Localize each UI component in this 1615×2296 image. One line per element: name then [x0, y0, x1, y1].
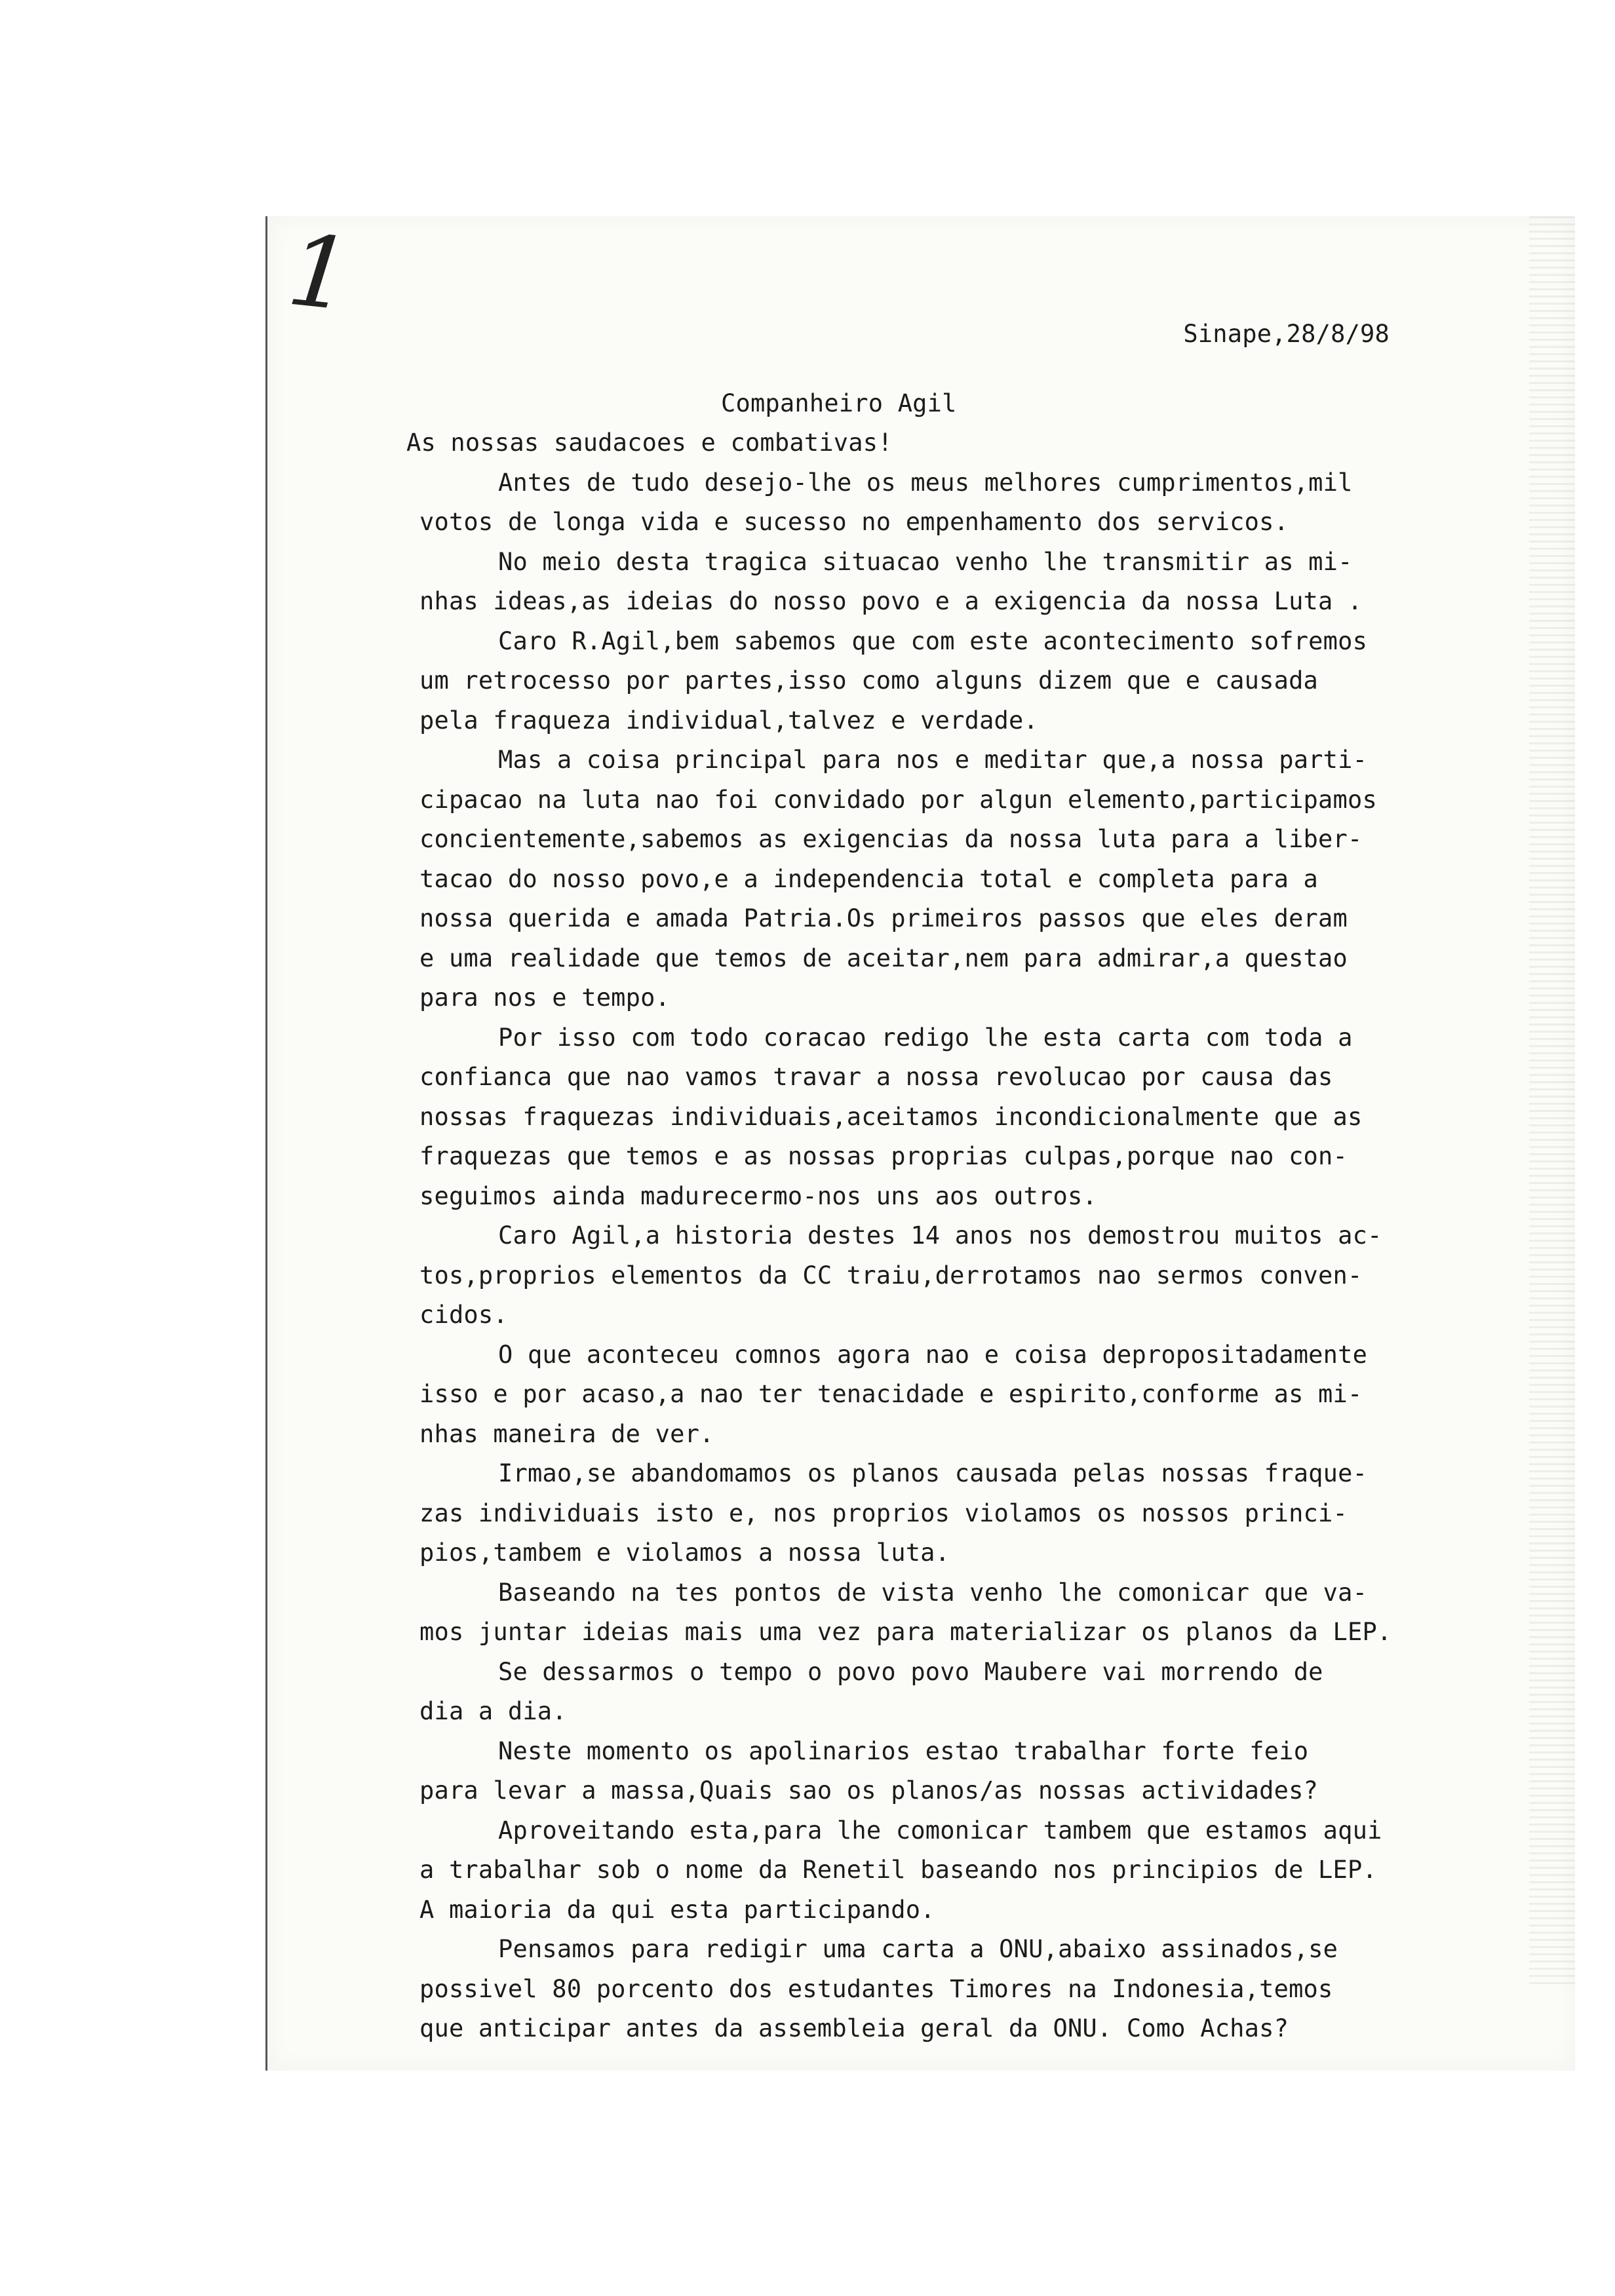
text-line: possivel 80 porcento dos estudantes Timores na Indonesia,temos — [419, 1974, 1333, 2003]
text-line: Aproveitando esta,para lhe comonicar tambem que estamos aqui — [498, 1816, 1382, 1845]
letter-paragraph — [419, 1653, 1442, 1732]
text-line: Neste momento os apolinarios estao trabalhar forte feio — [498, 1736, 1309, 1765]
text-line: votos de longa vida e sucesso no empenhamento dos servicos. — [419, 508, 1289, 536]
text-line: Caro Agil,a historia destes 14 anos nos demostrou muitos ac- — [498, 1221, 1382, 1250]
letter-date: Sinape,28/8/98 — [1183, 320, 1390, 348]
text-line: confianca que nao vamos travar a nossa revolucao por causa das — [419, 1063, 1333, 1091]
letter-paragraph — [419, 1216, 1442, 1335]
text-line: A maioria da qui esta participando. — [419, 1895, 935, 1924]
text-line: nhas maneira de ver. — [419, 1419, 714, 1448]
text-line: pios,tambem e violamos a nossa luta. — [419, 1539, 950, 1567]
text-line: fraquezas que temos e as nossas proprias culpas,porque nao con- — [419, 1142, 1348, 1170]
text-line: nossas fraquezas individuais,aceitamos incondicionalmente que as — [419, 1102, 1363, 1131]
scan-noise-edge — [1529, 216, 1575, 1985]
text-line: para levar a massa,Quais sao os planos/as nossas actividades? — [419, 1776, 1319, 1805]
letter-paragraph — [419, 1454, 1442, 1573]
text-line: No meio desta tragica situacao venho lhe transmitir as mi- — [498, 547, 1353, 576]
text-line: O que aconteceu comnos agora nao e coisa depropositadamente — [498, 1340, 1368, 1369]
text-line: Por isso com todo coracao redigo lhe esta carta com toda a — [498, 1023, 1353, 1052]
text-line: para nos e tempo. — [419, 984, 671, 1012]
letter-paragraph — [419, 463, 1442, 543]
text-line: zas individuais isto e, nos proprios violamos os nossos princi- — [419, 1499, 1348, 1527]
text-line: concientemente,sabemos as exigencias da nossa luta para a liber- — [419, 825, 1363, 853]
letter-paragraph — [419, 1018, 1442, 1217]
text-line: mos juntar ideias mais uma vez para materializar os planos da LEP. — [419, 1618, 1392, 1646]
letter-paragraph — [419, 1811, 1442, 1930]
letter-paragraph — [419, 622, 1442, 741]
text-line: Caro R.Agil,bem sabemos que com este acontecimento sofremos — [498, 626, 1368, 655]
text-line: Baseando na tes pontos de vista venho lhe comonicar que va- — [498, 1578, 1368, 1607]
text-line: dia a dia. — [419, 1697, 567, 1725]
text-line: Irmao,se abandomamos os planos causada pelas nossas fraque- — [498, 1459, 1368, 1487]
text-line: isso e por acaso,a nao ter tenacidade e espirito,conforme as mi- — [419, 1380, 1363, 1408]
letter-paragraph — [419, 1732, 1442, 1811]
text-line: nossa querida e amada Patria.Os primeiros passos que eles deram — [419, 904, 1348, 932]
text-line: nhas ideas,as ideias do nosso povo e a exigencia da nossa Luta . — [419, 587, 1363, 615]
letter-paragraph — [419, 543, 1442, 622]
letter-paragraph — [419, 740, 1442, 1018]
text-line: tacao do nosso povo,e a independencia total e completa para a — [419, 864, 1319, 893]
text-line: tos,proprios elementos da CC traiu,derrotamos nao sermos conven- — [419, 1261, 1363, 1290]
text-line: e uma realidade que temos de aceitar,nem para admirar,a questao — [419, 944, 1348, 972]
text-line: Se dessarmos o tempo o povo povo Maubere vai morrendo de — [498, 1657, 1323, 1686]
text-line: seguimos ainda madurecermo-nos uns aos outros. — [419, 1181, 1097, 1210]
letter-greeting: As nossas saudacoes e combativas! — [406, 429, 893, 457]
text-line: Pensamos para redigir uma carta a ONU,abaixo assinados,se — [498, 1935, 1338, 1963]
text-line: cidos. — [419, 1301, 508, 1329]
text-line: um retrocesso por partes,isso como alguns dizem que e causada — [419, 666, 1319, 695]
letter-paragraph — [419, 1335, 1442, 1455]
text-line: Mas a coisa principal para nos e meditar que,a nossa parti- — [498, 746, 1368, 774]
text-line: Antes de tudo desejo-lhe os meus melhores cumprimentos,mil — [498, 468, 1353, 497]
text-line: a trabalhar sob o nome da Renetil baseando nos principios de LEP. — [419, 1856, 1377, 1884]
text-line: pela fraqueza individual,talvez e verdade. — [419, 706, 1038, 735]
handwritten-page-number: 1 — [282, 213, 357, 334]
letter-paragraphs — [419, 463, 1442, 2049]
letter-paragraph — [419, 1573, 1442, 1653]
letter-paragraph — [419, 1930, 1442, 2049]
text-line: cipacao na luta nao foi convidado por algun elemento,participamos — [419, 785, 1377, 814]
letter-body — [406, 315, 1442, 2049]
text-line: que anticipar antes da assembleia geral da ONU. Como Achas? — [419, 2014, 1289, 2042]
letter-salutation: Companheiro Agil — [721, 389, 957, 417]
